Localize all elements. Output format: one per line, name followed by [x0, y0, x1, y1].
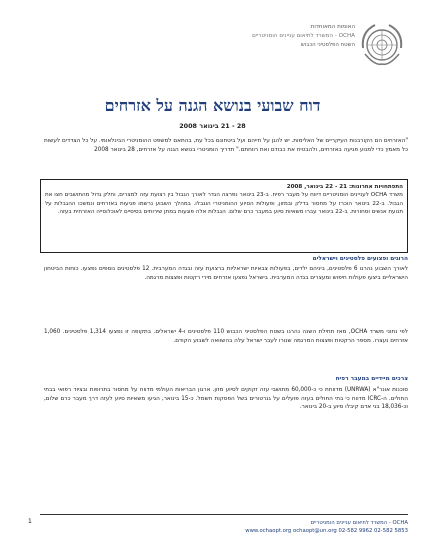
report-date: 28 - 21 בינואר 2008: [179, 122, 246, 130]
box-text: משרד OCHA לעניינים הומניטריים דיווח על מעבר רפיח. ב-23 בינואר נפרצה הגדר לאורך הגבול בין רצועת עזה למצרים, וחלק גדול מהתושבים חצו את הגבול. ב-22 בינואר הוכרז על מחסור בדלק ובמזון, ופעולות הסיוע ההומניטרי הוגבלו. במהלך השבוע נרשמו פגיעות באזרחים ונמשכו ההגבלות על תנועת אנשים וסחורות. ב-22 בינואר עברו משאיות סיוע במעבר כרם שלום. הגבלות אלה פוגעות במתן שירותים בסיסיים לאוכלוסייה האזרחית בעזה.: [45, 192, 403, 216]
footer-organization: OCHA - המשרד לתיאום עניינים הומניטריים: [310, 520, 408, 526]
footer-contact-line[interactable]: www.ochaopt.org ochaopt@un.org 02-582 9962 02-582 5853: [245, 528, 408, 534]
box-title: התפתחויות אחרונות: 21 - 22 בינואר, 2008: [286, 184, 403, 190]
org-line-3: השטח הפלסטיני הכבוש: [300, 42, 355, 48]
org-line-1: האומות המאוחדות: [310, 24, 355, 30]
section-heading-casualties: הרוגים ופצועים פלסטינים וישראלים: [312, 256, 408, 262]
section-heading-needs: צרכים מיידיים במעבר רפיח: [335, 376, 408, 382]
page-number: 1: [28, 518, 32, 525]
un-emblem-icon: [357, 20, 407, 70]
latest-developments-box: [40, 179, 408, 253]
report-title: דוח שבועי בנושא הגנה על אזרחים: [104, 96, 321, 115]
intro-quote: "האזרחים הם הקורבנות העיקריים של האלימות. יש להגן על חייהם ועל ביטחונם בכל עת, בהתאם למשפט ההומניטרי הבינלאומי. על כל הצדדים לעשות כל מאמץ כדי למנוע פגיעה באזרחים, ולהבטיח את כבודם ואת רווחתם." תדריך הומניטרי בנושא הגנה על אזרחים, 28 בינואר 2008: [44, 138, 408, 153]
page-header: [0, 10, 425, 85]
statistics-paragraph: לפי נתוני משרד OCHA, מאז תחילת השנה נהרגו בשטח הפלסטיני הכבוש 110 פלסטינים ו-4 ישראלים. בתקופה זו נפצעו 1,314 פלסטינים. 1,060 אזרחים נעצרו. מספר הרקטות ופצצות המרגמה שנורו לעבר ישראל עלה בהשוואה לשבוע הקודם.: [44, 329, 408, 344]
footer-divider: [40, 514, 408, 515]
needs-paragraph: סוכנות אונר"א (UNRWA) מדווחת כי כ-60,000 מתושבי עזה זקוקים לסיוע מזון. ארגון הבריאות העולמי מדווח על מחסור בתרופות ובציוד רפואי בבתי החולים. ה-ICRC מדווח כי בתי החולים בעזה פועלים על גנרטורים בשל הפסקות חשמל. כ-15 בינואר, הגיעו משאיות סיוע לעזה דרך מעבר כרם שלום, וכ-18,036 בני אדם קיבלו סיוע ב-20 בינואר.: [44, 387, 408, 411]
casualties-paragraph: לאורך השבוע נהרגו 6 פלסטינים, ביניהם ילדים, בפעולות צבאיות ישראליות ברצועת עזה ובגדה המערבית. 12 פלסטינים נוספים נפצעו. כוחות הביטחון הישראליים ביצעו פעולות חיפוש ומעצרים בגדה המערבית. בישראל נפצעו אזרחים מירי רקטות ופצצות מרגמה.: [44, 266, 409, 281]
organization-block: [195, 24, 355, 48]
org-line-2: OCHA - המשרד לתיאום עניינים הומניטריים: [252, 33, 355, 39]
